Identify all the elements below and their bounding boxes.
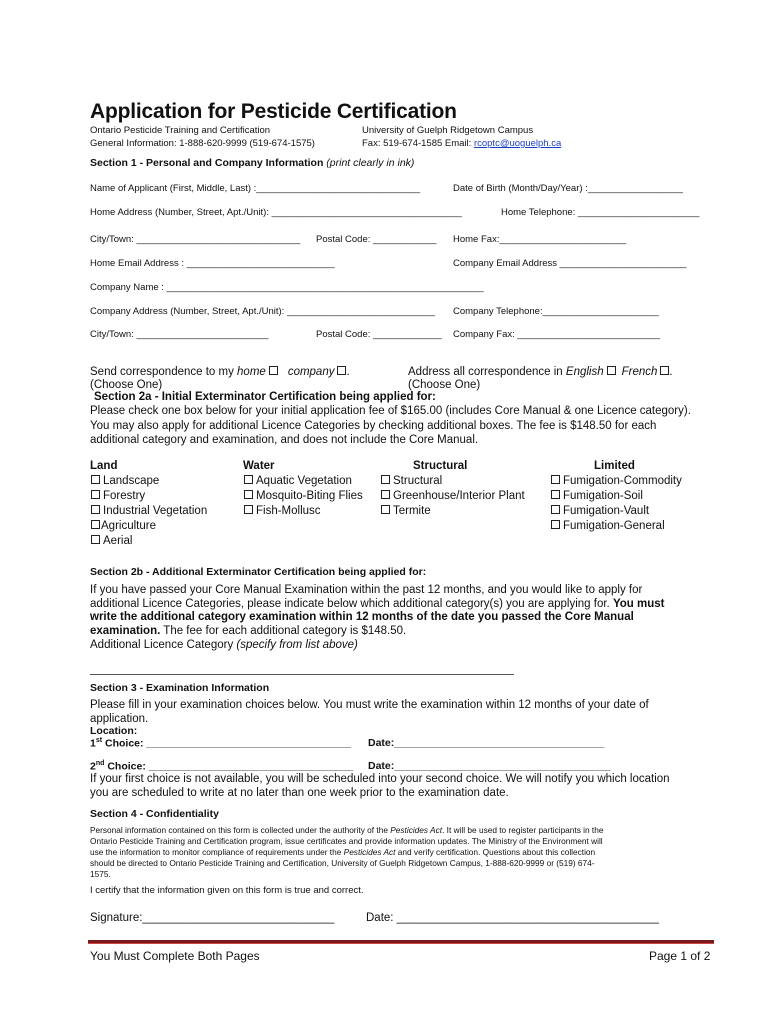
page-title: Application for Pesticide Certification: [90, 100, 457, 123]
limited-option[interactable]: [550, 490, 643, 502]
additional-category-input-line[interactable]: [90, 674, 514, 675]
confidentiality-line-5: 1575.: [90, 869, 111, 879]
address-prefix: Address all correspondence in: [408, 366, 566, 378]
general-info: General Information: 1-888-620-9999 (519-674-1575): [90, 138, 315, 149]
company-telephone-field[interactable]: Company Telephone:______________________: [453, 306, 659, 317]
second-choice-date-field[interactable]: Date:_____________________________________: [368, 760, 611, 772]
section2b-text-2: [90, 598, 664, 610]
footer-divider: [88, 940, 714, 944]
checkbox[interactable]: [551, 520, 560, 529]
water-option[interactable]: [243, 505, 321, 517]
checkbox[interactable]: [91, 535, 100, 544]
pesticides-act-1: Pesticides Act: [390, 825, 443, 835]
limited-fumigation-soil-label: Fumigation-Soil: [563, 490, 643, 502]
pesticides-act-2: Pesticides Act: [343, 847, 396, 857]
section2b-text-4-plain: The fee for each additional category is $148.50.: [160, 625, 407, 637]
land-option[interactable]: [90, 520, 156, 532]
limited-option[interactable]: [550, 505, 649, 517]
land-header: Land: [90, 460, 118, 472]
limited-fumigation-general-label: Fumigation-General: [563, 520, 665, 532]
postal-code-field-1[interactable]: Postal Code: ____________: [316, 234, 437, 245]
land-industrial-vegetation-label: Industrial Vegetation: [103, 505, 208, 517]
additional-category-label: [90, 639, 358, 651]
company-fax-field[interactable]: Company Fax: ___________________________: [453, 329, 661, 340]
water-fish-mollusc-label: Fish-Mollusc: [256, 505, 321, 517]
company-name-field[interactable]: Company Name : ____________________________________________________________: [90, 282, 484, 293]
english-checkbox[interactable]: [607, 366, 616, 375]
limited-option[interactable]: [550, 475, 682, 487]
confidentiality-text-1b: . It will be used to register participants in the: [442, 825, 604, 835]
section2b-text-1: If you have passed your Core Manual Examination within the past 12 months, and you would like to apply for: [90, 584, 643, 596]
land-aerial-label: Aerial: [103, 535, 133, 547]
company-address-field[interactable]: Company Address (Number, Street, Apt./Unit): ____________________________: [90, 306, 435, 317]
structural-greenhouse-label: Greenhouse/Interior Plant: [393, 490, 525, 502]
structural-option[interactable]: [380, 475, 442, 487]
company-email-field[interactable]: Company Email Address ________________________: [453, 258, 687, 269]
home-fax-field[interactable]: Home Fax:________________________: [453, 234, 627, 245]
confidentiality-text-3b: and verify certification. Questions about this collection: [395, 847, 596, 857]
first-choice-suffix: st: [95, 737, 103, 744]
checkbox[interactable]: [381, 505, 390, 514]
confidentiality-line-3: [90, 847, 595, 857]
confidentiality-line-4: should be directed to Ontario Pesticide Training and Certification, University of Guelph Ridgetown Campus, 1-888-620-9999 or (519) 674-: [90, 858, 595, 868]
confidentiality-text-3a: use the information to monitor compliance of requirements under the: [90, 847, 344, 857]
section3-text-2: application.: [90, 713, 149, 725]
checkbox[interactable]: [91, 475, 100, 484]
structural-header: Structural: [413, 460, 468, 472]
city-field-2[interactable]: City/Town: _________________________: [90, 329, 269, 340]
first-choice-number: 1: [90, 737, 96, 750]
first-choice-field[interactable]: [90, 737, 351, 750]
certify-statement: I certify that the information given on this form is true and correct.: [90, 885, 364, 896]
section1-heading-text: Section 1 - Personal and Company Information: [90, 157, 327, 169]
section4-heading: Section 4 - Confidentiality: [90, 808, 219, 820]
send-prefix: Send correspondence to my: [90, 366, 238, 378]
section2b-text-4: [90, 625, 406, 637]
org-name: Ontario Pesticide Training and Certification: [90, 125, 271, 136]
french-label: French: [621, 366, 658, 378]
second-choice-number: 2: [90, 760, 96, 773]
signature-field[interactable]: Signature:______________________________: [90, 912, 335, 924]
second-choice-label: Choice: ___________________________________: [104, 760, 354, 773]
postal-code-field-2[interactable]: Postal Code: _____________: [316, 329, 442, 340]
limited-header: Limited: [594, 460, 635, 472]
checkbox[interactable]: [244, 490, 253, 499]
section1-heading: [90, 157, 414, 169]
section2b-text-2-bold: You must: [612, 598, 665, 610]
footer-note: You Must Complete Both Pages: [90, 949, 260, 963]
second-choice-field[interactable]: [90, 760, 353, 773]
limited-option[interactable]: [550, 520, 665, 532]
land-forestry-label: Forestry: [103, 490, 146, 502]
email-link[interactable]: rcoptc@uoguelph.ca: [473, 138, 562, 149]
address-suffix: .: [669, 366, 673, 378]
structural-option[interactable]: [380, 505, 431, 517]
water-option[interactable]: [243, 490, 363, 502]
send-home-label: home: [237, 366, 266, 378]
checkbox[interactable]: [91, 520, 100, 529]
checkbox[interactable]: [381, 475, 390, 484]
confidentiality-text-1a: Personal information contained on this form is collected under the authority of the: [90, 825, 391, 835]
fax-email-line: [362, 138, 561, 149]
checkbox[interactable]: [381, 490, 390, 499]
section2a-text-1: Please check one box below for your initial application fee of $165.00 (includes Core Manual & one Licence category).: [90, 405, 691, 417]
section2a-text-3: additional category and examination, and does not include the Core Manual.: [90, 434, 479, 446]
limited-fumigation-commodity-label: Fumigation-Commodity: [563, 475, 682, 487]
dob-field[interactable]: Date of Birth (Month/Day/Year) :__________________: [453, 183, 683, 194]
choose-one-1: (Choose One): [90, 379, 163, 391]
limited-fumigation-vault-label: Fumigation-Vault: [563, 505, 650, 517]
water-mosquito-label: Mosquito-Biting Flies: [256, 490, 363, 502]
land-option[interactable]: [90, 490, 145, 502]
checkbox[interactable]: [551, 475, 560, 484]
signature-date-field[interactable]: Date: _________________________________________: [366, 912, 659, 924]
checkbox[interactable]: [91, 505, 100, 514]
section2b-text-2-plain: additional Licence Categories, please indicate below which additional category(s) you are applying for.: [90, 598, 613, 610]
send-company-label: company: [287, 366, 335, 378]
home-address-field[interactable]: Home Address (Number, Street, Apt./Unit): ____________________________________: [90, 207, 462, 218]
checkbox[interactable]: [244, 475, 253, 484]
confidentiality-line-1: [90, 825, 603, 835]
water-aquatic-vegetation-label: Aquatic Vegetation: [256, 475, 352, 487]
land-agriculture-label: Agriculture: [101, 520, 156, 532]
second-choice-suffix: nd: [95, 760, 105, 767]
choose-one-2: (Choose One): [408, 379, 481, 391]
checkbox[interactable]: [91, 490, 100, 499]
applicant-name-field[interactable]: Name of Applicant (First, Middle, Last) :_______________________________: [90, 183, 421, 194]
section3-note-2: you are scheduled to write at no later than one week prior to the examination date.: [90, 787, 509, 799]
section3-note-1: If your first choice is not available, you will be scheduled into your second choice. We will notify you which location: [90, 773, 670, 785]
land-option[interactable]: [90, 475, 159, 487]
structural-termite-label: Termite: [393, 505, 431, 517]
section2a-heading: Section 2a - Initial Exterminator Certification being applied for:: [94, 391, 436, 403]
structural-structural-label: Structural: [393, 475, 443, 487]
city-field-1[interactable]: City/Town: _______________________________: [90, 234, 301, 245]
additional-category-note: (specify from list above): [236, 639, 358, 651]
page-number: Page 1 of 2: [649, 949, 711, 963]
structural-option[interactable]: [380, 490, 525, 502]
address-language-line: [408, 366, 673, 378]
send-suffix: .: [346, 366, 350, 378]
water-option[interactable]: [243, 475, 352, 487]
home-telephone-field[interactable]: Home Telephone: _______________________: [501, 207, 700, 218]
land-option[interactable]: [90, 535, 132, 547]
section2b-text-3: write the additional category examination within 12 months of the date you passed the Core Manual: [90, 611, 634, 623]
home-email-field[interactable]: Home Email Address : ____________________________: [90, 258, 335, 269]
send-correspondence-line: [90, 366, 350, 378]
first-choice-date-field[interactable]: Date:____________________________________: [368, 737, 605, 749]
water-header: Water: [243, 460, 275, 472]
section1-heading-note: (print clearly in ink): [326, 157, 415, 169]
section2a-text-2: You may also apply for additional Licence Categories by checking additional boxes. The fee is $148.50 for each: [90, 420, 657, 432]
first-choice-label: Choice: ___________________________________: [102, 737, 351, 750]
checkbox[interactable]: [551, 490, 560, 499]
send-home-checkbox[interactable]: [269, 366, 278, 375]
section2b-heading: Section 2b - Additional Exterminator Certification being applied for:: [90, 566, 427, 578]
section3-heading: Section 3 - Examination Information: [90, 682, 270, 694]
section3-text-1: Please fill in your examination choices below. You must write the examination within 12 months of your date of: [90, 699, 649, 711]
location-label: Location:: [90, 725, 138, 737]
confidentiality-line-2: Ontario Pesticide Training and Certification program, issue certificates and provide information updates. The Ministry of the Environment will: [90, 836, 603, 846]
campus-name: University of Guelph Ridgetown Campus: [362, 125, 534, 136]
checkbox[interactable]: [551, 505, 560, 514]
section2b-text-4-bold: examination.: [90, 625, 161, 637]
land-landscape-label: Landscape: [103, 475, 160, 487]
land-option[interactable]: [90, 505, 207, 517]
fax-email-prefix: Fax: 519-674-1585 Email:: [362, 138, 474, 149]
english-label: English: [565, 366, 604, 378]
additional-category-text: Additional Licence Category: [90, 639, 237, 651]
checkbox[interactable]: [244, 505, 253, 514]
